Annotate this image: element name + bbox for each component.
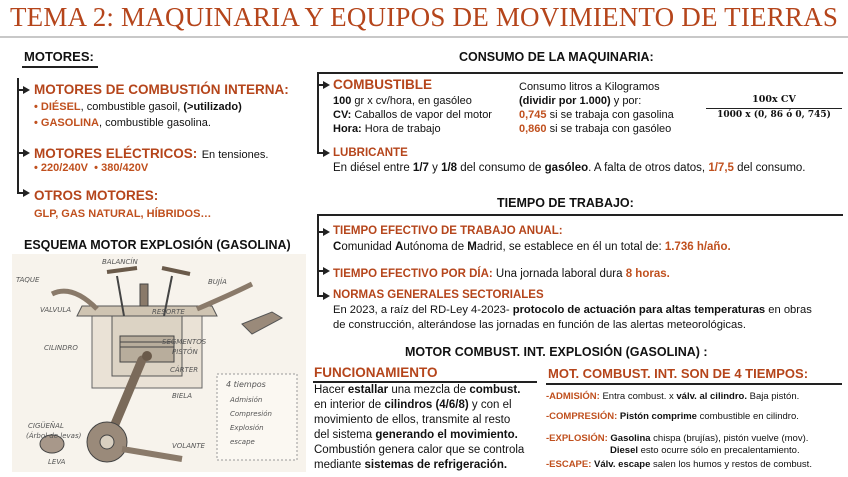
- consumo-heading: CONSUMO DE LA MAQUINARIA:: [459, 50, 654, 64]
- combustible-line-3: [333, 122, 441, 137]
- explosion-line-2: [610, 443, 800, 458]
- voltages-line: [34, 161, 148, 176]
- bullet-icon: •: [34, 101, 38, 113]
- bullet-icon: •: [91, 162, 99, 174]
- func-line-5: Combustión genera calor que se controla: [314, 444, 525, 456]
- electricos-subtext: En tensiones.: [201, 149, 269, 161]
- note-item-compresion: Compresión: [230, 410, 272, 418]
- anual-a: A: [395, 241, 404, 253]
- label-piston: PISTÓN: [172, 348, 198, 356]
- compresion-line: [546, 409, 799, 424]
- compresion-label: -COMPRESIÓN:: [546, 411, 618, 422]
- lub-b3: gasóleo: [544, 162, 589, 174]
- factor-gasoleo-text: si se trabaja con gasóleo: [546, 123, 672, 135]
- fraction-denominator: 1000 x (0, 86 ó 0, 745): [717, 110, 831, 120]
- tiempo-top-line: [317, 214, 843, 216]
- label-resorte: RESORTE: [152, 308, 185, 316]
- factor-gasoleo-value: 0,860: [519, 123, 547, 135]
- diesel-text: , combustible gasoil,: [80, 101, 184, 113]
- note-item-admision: Admisión: [230, 396, 263, 404]
- fraction-line: [706, 108, 842, 109]
- dia-line: [333, 264, 670, 282]
- lub-t1: En diésel entre: [333, 162, 413, 174]
- func-l6-t1: mediante: [314, 459, 365, 471]
- anual-text: [333, 240, 731, 255]
- explosion-label: -EXPLOSIÓN:: [546, 433, 608, 444]
- func-l2-t2: y con el: [468, 399, 512, 411]
- func-l1-b1: estallar: [347, 384, 389, 396]
- func-l1-b2: combust.: [469, 384, 521, 396]
- combustible-heading: COMBUSTIBLE: [333, 77, 432, 92]
- arrow-icon: [323, 81, 330, 89]
- consumo-text: Consumo litros a Kilogramos: [519, 81, 660, 93]
- func-line-6: [314, 458, 507, 473]
- func-l2-b1: cilindros (4/6/8): [384, 399, 469, 411]
- anual-m: M: [467, 241, 477, 253]
- func-line-2: [314, 398, 512, 413]
- exp-t1: chispa (brujías), pistón vuelve (mov).: [650, 433, 809, 444]
- combustible-line-1: [333, 94, 472, 109]
- lub-t3: del consumo de: [457, 162, 545, 174]
- label-ciguenal: CIGÜEÑAL: [28, 422, 64, 430]
- arrow-icon: [323, 267, 330, 275]
- dia-value: 8 horas.: [625, 268, 670, 280]
- esc-t1: salen los humos y restos de combust.: [650, 459, 812, 470]
- combustible-line-1-bold: 100: [333, 95, 352, 107]
- normas-line-1: [333, 303, 812, 318]
- consumo-top-line: [317, 72, 843, 74]
- diesel-line: [34, 100, 242, 115]
- combustible-line-3-text: Hora de trabajo: [361, 123, 441, 135]
- note-title: 4 tiempos: [226, 380, 266, 389]
- funcionamiento-heading: FUNCIONAMIENTO: [314, 365, 438, 380]
- adm-t1: Entra combust. x: [599, 391, 677, 402]
- normas-t1: En 2023, a raíz del RD-Ley 4-2023-: [333, 304, 513, 316]
- factor-gasolina-text: si se trabaja con gasolina: [546, 109, 674, 121]
- admision-label: -ADMISIÓN:: [546, 391, 600, 402]
- exp-b1: Gasolina: [607, 433, 651, 444]
- arrow-icon: [23, 189, 30, 197]
- bullet-icon: •: [34, 162, 38, 174]
- normas-t2: en obras: [765, 304, 812, 316]
- func-l4-t1: del sistema: [314, 429, 376, 441]
- arrow-icon: [323, 228, 330, 236]
- lub-t2: y: [428, 162, 442, 174]
- page-title: TEMA 2: MAQUINARIA Y EQUIPOS DE MOVIMIENTO DE TIERRAS: [9, 2, 839, 32]
- dia-text: Una jornada laboral dura: [492, 268, 626, 280]
- comp-b1: Pistón comprime: [617, 411, 697, 422]
- lub-t5: del consumo.: [733, 162, 806, 174]
- anual-c: C: [333, 241, 342, 253]
- tiempo-tree-line: [317, 214, 319, 296]
- anual-value: 1.736 h/año.: [664, 241, 731, 253]
- lub-b4: 1/7,5: [708, 162, 734, 174]
- normas-b1: protocolo de actuación para altas temperaturas: [512, 304, 766, 316]
- anual-t1: omunidad: [341, 241, 396, 253]
- adm-t2: Baja pistón.: [746, 391, 800, 402]
- func-line-1: [314, 383, 520, 398]
- otros-heading: OTROS MOTORES:: [34, 188, 159, 203]
- dia-heading: TIEMPO EFECTIVO POR DÍA:: [333, 268, 493, 280]
- bullet-icon: •: [34, 117, 38, 129]
- label-balancin: BALANCÍN: [102, 258, 138, 266]
- title-divider: [0, 36, 848, 38]
- func-line-3: movimiento de ellos, transmite al resto: [314, 414, 511, 426]
- tiempo-heading: TIEMPO DE TRABAJO:: [497, 196, 634, 210]
- exp-t2: esto ocurre sólo en precalentamiento.: [638, 445, 800, 456]
- factor-gasolina-value: 0,745: [519, 109, 547, 121]
- combustible-line-3-bold: Hora:: [333, 123, 362, 135]
- label-segmentos: SEGMENTOS: [162, 338, 207, 346]
- engine-sketch: [12, 254, 306, 472]
- label-leva: LEVA: [48, 458, 66, 466]
- arrow-icon: [23, 149, 30, 157]
- normas-heading: NORMAS GENERALES SECTORIALES: [333, 289, 544, 301]
- func-l1-t2: una mezcla de: [388, 384, 470, 396]
- func-l6-b1: sistemas de refrigeración.: [364, 459, 508, 471]
- voltage-380: 380/420V: [101, 162, 149, 174]
- esc-b1: Válv. escape: [591, 459, 651, 470]
- escape-label: -ESCAPE:: [546, 459, 592, 470]
- fraction-numerator: 100x CV: [752, 94, 796, 105]
- motores-tree-line: [17, 78, 19, 192]
- tiempos-heading: MOT. COMBUST. INT. SON DE 4 TIEMPOS:: [548, 366, 809, 381]
- admision-line: [546, 389, 799, 404]
- y-por: y por:: [610, 95, 642, 107]
- lub-b1: 1/7: [412, 162, 429, 174]
- combustion-heading: MOTORES DE COMBUSTIÓN INTERNA:: [34, 82, 289, 97]
- voltage-220: 220/240V: [40, 162, 89, 174]
- gasolina-line: [34, 116, 211, 131]
- anual-t3: adrid, se establece en él un total de:: [476, 241, 665, 253]
- anual-t2: utónoma de: [403, 241, 468, 253]
- label-bujia: BUJÍA: [208, 278, 227, 286]
- adm-b1: válv. al cilindro.: [676, 391, 747, 402]
- combustible-line-1-text: gr x cv/hora, en gasóleo: [351, 95, 472, 107]
- motores-underline: [22, 66, 98, 68]
- label-cilindro: CILINDRO: [44, 344, 78, 352]
- electricos-heading: MOTORES ELÉCTRICOS:: [34, 146, 198, 161]
- lubricante-text: [333, 161, 806, 176]
- diesel-note: (>utilizado): [183, 101, 242, 113]
- motores-heading: MOTORES:: [24, 49, 94, 64]
- label-volante: VOLANTE: [172, 442, 205, 450]
- label-valvula: VALVULA: [40, 306, 72, 314]
- anual-heading: TIEMPO EFECTIVO DE TRABAJO ANUAL:: [333, 225, 563, 237]
- label-carter: CÁRTER: [170, 366, 199, 374]
- otros-list: GLP, GAS NATURAL, HÍBRIDOS…: [34, 208, 212, 220]
- tiempos-underline: [546, 383, 842, 385]
- esquema-heading: ESQUEMA MOTOR EXPLOSIÓN (GASOLINA): [24, 238, 291, 252]
- gasolina-name: GASOLINA: [40, 117, 99, 129]
- combustible-line-2-bold: CV:: [333, 109, 352, 121]
- arrow-icon: [323, 292, 330, 300]
- func-line-4: [314, 428, 518, 443]
- dividir-line: [519, 94, 641, 109]
- escape-line: [546, 457, 812, 472]
- lub-b2: 1/8: [441, 162, 458, 174]
- diesel-name: DIÉSEL: [40, 101, 81, 113]
- note-item-explosion: Explosión: [230, 424, 264, 432]
- combustible-line-2: [333, 108, 492, 123]
- factor-gasolina: [519, 108, 674, 123]
- label-arbol-levas: (Árbol de levas): [26, 432, 82, 440]
- arrow-icon: [323, 149, 330, 157]
- label-taque: TAQUE: [16, 276, 40, 284]
- comp-t1: combustible en cilindro.: [696, 411, 799, 422]
- combustible-line-2-text: Caballos de vapor del motor: [351, 109, 492, 121]
- func-l1-t1: Hacer: [314, 384, 348, 396]
- note-item-escape: escape: [230, 438, 255, 446]
- func-l4-b1: generando el movimiento.: [375, 429, 518, 441]
- arrow-icon: [23, 86, 30, 94]
- gasolina-text: , combustible gasolina.: [98, 117, 211, 129]
- lub-t4: . A falta de otros datos,: [588, 162, 709, 174]
- motor-comb-heading: MOTOR COMBUST. INT. EXPLOSIÓN (GASOLINA) :: [405, 345, 708, 359]
- lubricante-heading: LUBRICANTE: [333, 147, 408, 159]
- func-l2-t1: en interior de: [314, 399, 385, 411]
- normas-line-2: de construcción, alterándose las jornadas en función de las alertas meteorológicas.: [333, 319, 746, 331]
- dividir-bold: (dividir por 1.000): [519, 95, 611, 107]
- factor-gasoleo: [519, 122, 671, 137]
- label-biela: BIELA: [172, 392, 192, 400]
- exp-b2: Diesel: [610, 445, 638, 456]
